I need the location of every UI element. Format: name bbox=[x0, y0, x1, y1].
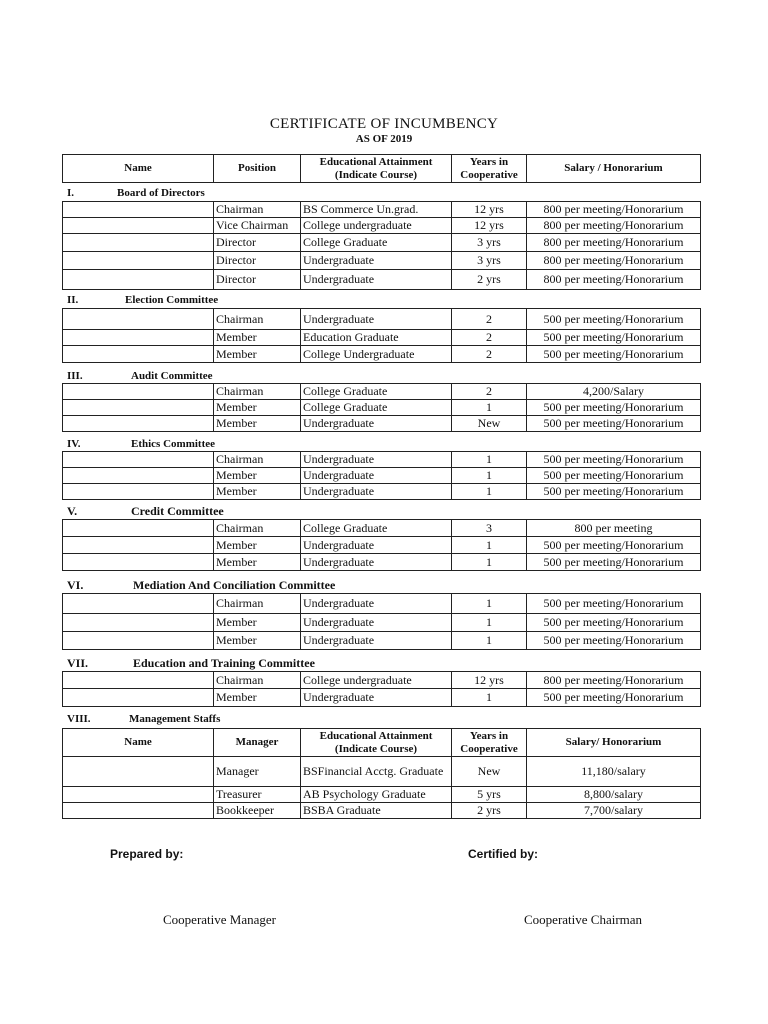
header-table bbox=[62, 154, 701, 183]
education-cell: College Graduate bbox=[301, 234, 452, 252]
name-cell bbox=[63, 468, 214, 484]
salary-cell: 500 per meeting/Honorarium bbox=[527, 452, 701, 468]
years-cell: 1 bbox=[452, 452, 527, 468]
document-title: CERTIFICATE OF INCUMBENCY bbox=[269, 116, 499, 132]
table-row bbox=[63, 787, 701, 803]
position-cell: Chairman bbox=[214, 452, 301, 468]
salary-cell: 11,180/salary bbox=[527, 757, 701, 787]
header-years: Years in Cooperative bbox=[452, 155, 527, 183]
name-cell bbox=[63, 484, 214, 500]
committee-table bbox=[62, 519, 701, 571]
salary-cell: 800 per meeting/Honorarium bbox=[527, 270, 701, 290]
position-cell: Chairman bbox=[214, 309, 301, 330]
committee-table bbox=[62, 201, 701, 290]
years-cell: 12 yrs bbox=[452, 672, 527, 689]
salary-cell: 500 per meeting/Honorarium bbox=[527, 554, 701, 571]
position-cell: Member bbox=[214, 468, 301, 484]
position-cell: Chairman bbox=[214, 672, 301, 689]
years-cell: 2 yrs bbox=[452, 803, 527, 819]
education-cell: BSFinancial Acctg. Graduate bbox=[301, 757, 452, 787]
salary-cell: 800 per meeting bbox=[527, 520, 701, 537]
section-label: Election Committee bbox=[125, 294, 219, 306]
education-cell: College Graduate bbox=[301, 384, 452, 400]
education-cell: Undergraduate bbox=[301, 452, 452, 468]
name-cell bbox=[63, 270, 214, 290]
section-heading bbox=[67, 294, 567, 308]
table-row bbox=[63, 218, 701, 234]
name-cell bbox=[63, 202, 214, 218]
section-number: II. bbox=[67, 294, 79, 306]
education-cell: Undergraduate bbox=[301, 252, 452, 270]
years-cell: 1 bbox=[452, 614, 527, 632]
education-cell: Undergraduate bbox=[301, 632, 452, 650]
position-cell: Bookkeeper bbox=[214, 803, 301, 819]
name-cell bbox=[63, 672, 214, 689]
section-number: I. bbox=[67, 187, 75, 199]
position-cell: Manager bbox=[214, 757, 301, 787]
salary-cell: 7,700/salary bbox=[527, 803, 701, 819]
years-cell: 1 bbox=[452, 468, 527, 484]
education-cell: Undergraduate bbox=[301, 537, 452, 554]
salary-cell: 800 per meeting/Honorarium bbox=[527, 202, 701, 218]
table-row bbox=[63, 252, 701, 270]
education-cell: College Undergraduate bbox=[301, 346, 452, 363]
mgmt-header-years: Years in Cooperative bbox=[452, 729, 527, 757]
name-cell bbox=[63, 757, 214, 787]
document-subtitle: AS OF 2019 bbox=[355, 133, 413, 145]
table-row bbox=[63, 270, 701, 290]
salary-cell: 500 per meeting/Honorarium bbox=[527, 330, 701, 346]
name-cell bbox=[63, 787, 214, 803]
name-cell bbox=[63, 234, 214, 252]
position-cell: Member bbox=[214, 400, 301, 416]
years-cell: 1 bbox=[452, 554, 527, 571]
salary-cell: 500 per meeting/Honorarium bbox=[527, 614, 701, 632]
salary-cell: 4,200/Salary bbox=[527, 384, 701, 400]
position-cell: Member bbox=[214, 346, 301, 363]
name-cell bbox=[63, 689, 214, 707]
education-cell: BS Commerce Un.grad. bbox=[301, 202, 452, 218]
name-cell bbox=[63, 452, 214, 468]
section-heading bbox=[67, 187, 567, 201]
education-cell: Undergraduate bbox=[301, 270, 452, 290]
section-label: Credit Committee bbox=[131, 504, 224, 518]
table-row bbox=[63, 468, 701, 484]
section-label: Education and Training Committee bbox=[133, 656, 315, 670]
mgmt-header-salary: Salary/ Honorarium bbox=[527, 729, 701, 757]
mgmt-header-name: Name bbox=[63, 729, 214, 757]
table-row bbox=[63, 672, 701, 689]
years-cell: 12 yrs bbox=[452, 218, 527, 234]
years-cell: 3 bbox=[452, 520, 527, 537]
years-cell: New bbox=[452, 416, 527, 432]
education-cell: College undergraduate bbox=[301, 672, 452, 689]
years-cell: 1 bbox=[452, 632, 527, 650]
salary-cell: 500 per meeting/Honorarium bbox=[527, 689, 701, 707]
table-row bbox=[63, 632, 701, 650]
education-cell: College Graduate bbox=[301, 520, 452, 537]
table-row bbox=[63, 452, 701, 468]
salary-cell: 500 per meeting/Honorarium bbox=[527, 468, 701, 484]
education-cell: Undergraduate bbox=[301, 689, 452, 707]
salary-cell: 500 per meeting/Honorarium bbox=[527, 400, 701, 416]
name-cell bbox=[63, 537, 214, 554]
table-row bbox=[63, 520, 701, 537]
table-row bbox=[63, 484, 701, 500]
position-cell: Member bbox=[214, 330, 301, 346]
position-cell: Member bbox=[214, 689, 301, 707]
table-row bbox=[63, 202, 701, 218]
management-table bbox=[62, 728, 701, 819]
committee-table bbox=[62, 451, 701, 500]
position-cell: Director bbox=[214, 234, 301, 252]
years-cell: 2 bbox=[452, 309, 527, 330]
section-heading bbox=[67, 578, 567, 592]
table-row bbox=[63, 757, 701, 787]
position-cell: Chairman bbox=[214, 594, 301, 614]
table-row bbox=[63, 689, 701, 707]
education-cell: Undergraduate bbox=[301, 309, 452, 330]
prepared-by-label: Prepared by: bbox=[110, 847, 184, 861]
section-label: Mediation And Conciliation Committee bbox=[133, 578, 336, 592]
mgmt-header-position: Manager bbox=[214, 729, 301, 757]
position-cell: Member bbox=[214, 614, 301, 632]
position-cell: Chairman bbox=[214, 202, 301, 218]
mgmt-header-education: Educational Attainment (Indicate Course) bbox=[301, 729, 452, 757]
name-cell bbox=[63, 594, 214, 614]
table-row bbox=[63, 309, 701, 330]
salary-cell: 500 per meeting/Honorarium bbox=[527, 537, 701, 554]
name-cell bbox=[63, 252, 214, 270]
salary-cell: 500 per meeting/Honorarium bbox=[527, 594, 701, 614]
years-cell: 12 yrs bbox=[452, 202, 527, 218]
table-row bbox=[63, 384, 701, 400]
section-number: III. bbox=[67, 370, 83, 382]
section-heading bbox=[67, 370, 567, 384]
certified-by-name: Cooperative Chairman bbox=[524, 912, 643, 927]
years-cell: New bbox=[452, 757, 527, 787]
years-cell: 1 bbox=[452, 400, 527, 416]
position-cell: Director bbox=[214, 252, 301, 270]
table-row bbox=[63, 234, 701, 252]
prepared-by-name: Cooperative Manager bbox=[163, 912, 276, 927]
section-heading-management bbox=[67, 713, 467, 727]
salary-cell: 800 per meeting/Honorarium bbox=[527, 672, 701, 689]
years-cell: 3 yrs bbox=[452, 234, 527, 252]
name-cell bbox=[63, 416, 214, 432]
education-cell: College Graduate bbox=[301, 400, 452, 416]
section-number: VI. bbox=[67, 578, 84, 592]
header-name: Name bbox=[63, 155, 214, 183]
salary-cell: 500 per meeting/Honorarium bbox=[527, 416, 701, 432]
years-cell: 1 bbox=[452, 537, 527, 554]
committee-table bbox=[62, 593, 701, 650]
education-cell: Undergraduate bbox=[301, 468, 452, 484]
header-salary: Salary / Honorarium bbox=[527, 155, 701, 183]
name-cell bbox=[63, 330, 214, 346]
header-position: Position bbox=[214, 155, 301, 183]
education-cell: Undergraduate bbox=[301, 614, 452, 632]
header-education: Educational Attainment (Indicate Course) bbox=[301, 155, 452, 183]
education-cell: Undergraduate bbox=[301, 484, 452, 500]
section-heading bbox=[67, 656, 567, 670]
committee-table bbox=[62, 383, 701, 432]
name-cell bbox=[63, 384, 214, 400]
years-cell: 1 bbox=[452, 484, 527, 500]
table-row bbox=[63, 614, 701, 632]
years-cell: 2 bbox=[452, 346, 527, 363]
salary-cell: 800 per meeting/Honorarium bbox=[527, 218, 701, 234]
name-cell bbox=[63, 803, 214, 819]
section-label: Management Staffs bbox=[129, 713, 221, 725]
salary-cell: 500 per meeting/Honorarium bbox=[527, 346, 701, 363]
section-heading bbox=[67, 438, 567, 452]
salary-cell: 800 per meeting/Honorarium bbox=[527, 252, 701, 270]
section-label: Ethics Committee bbox=[131, 438, 216, 450]
education-cell: Undergraduate bbox=[301, 416, 452, 432]
committee-table bbox=[62, 671, 701, 707]
position-cell: Member bbox=[214, 632, 301, 650]
table-row bbox=[63, 803, 701, 819]
years-cell: 1 bbox=[452, 689, 527, 707]
name-cell bbox=[63, 614, 214, 632]
education-cell: AB Psychology Graduate bbox=[301, 787, 452, 803]
name-cell bbox=[63, 346, 214, 363]
name-cell bbox=[63, 554, 214, 571]
position-cell: Chairman bbox=[214, 384, 301, 400]
education-cell: Education Graduate bbox=[301, 330, 452, 346]
table-row bbox=[63, 554, 701, 571]
name-cell bbox=[63, 309, 214, 330]
position-cell: Member bbox=[214, 416, 301, 432]
education-cell: Undergraduate bbox=[301, 554, 452, 571]
table-row bbox=[63, 416, 701, 432]
section-heading bbox=[67, 504, 567, 518]
name-cell bbox=[63, 520, 214, 537]
section-number: VIII. bbox=[67, 713, 91, 725]
section-number: VII. bbox=[67, 656, 89, 670]
name-cell bbox=[63, 632, 214, 650]
table-row bbox=[63, 400, 701, 416]
table-row bbox=[63, 537, 701, 554]
position-cell: Vice Chairman bbox=[214, 218, 301, 234]
position-cell: Treasurer bbox=[214, 787, 301, 803]
salary-cell: 500 per meeting/Honorarium bbox=[527, 632, 701, 650]
years-cell: 1 bbox=[452, 594, 527, 614]
position-cell: Director bbox=[214, 270, 301, 290]
salary-cell: 8,800/salary bbox=[527, 787, 701, 803]
years-cell: 5 yrs bbox=[452, 787, 527, 803]
years-cell: 3 yrs bbox=[452, 252, 527, 270]
years-cell: 2 bbox=[452, 330, 527, 346]
name-cell bbox=[63, 218, 214, 234]
education-cell: BSBA Graduate bbox=[301, 803, 452, 819]
committee-table bbox=[62, 308, 701, 363]
education-cell: Undergraduate bbox=[301, 594, 452, 614]
salary-cell: 500 per meeting/Honorarium bbox=[527, 309, 701, 330]
section-number: V. bbox=[67, 504, 78, 518]
section-label: Audit Committee bbox=[131, 370, 213, 382]
salary-cell: 800 per meeting/Honorarium bbox=[527, 234, 701, 252]
salary-cell: 500 per meeting/Honorarium bbox=[527, 484, 701, 500]
section-label: Board of Directors bbox=[117, 187, 205, 199]
table-row bbox=[63, 330, 701, 346]
name-cell bbox=[63, 400, 214, 416]
section-number: IV. bbox=[67, 438, 81, 450]
years-cell: 2 yrs bbox=[452, 270, 527, 290]
position-cell: Chairman bbox=[214, 520, 301, 537]
table-row bbox=[63, 594, 701, 614]
position-cell: Member bbox=[214, 484, 301, 500]
education-cell: College undergraduate bbox=[301, 218, 452, 234]
table-row bbox=[63, 346, 701, 363]
position-cell: Member bbox=[214, 554, 301, 571]
position-cell: Member bbox=[214, 537, 301, 554]
certified-by-label: Certified by: bbox=[468, 847, 539, 861]
years-cell: 2 bbox=[452, 384, 527, 400]
